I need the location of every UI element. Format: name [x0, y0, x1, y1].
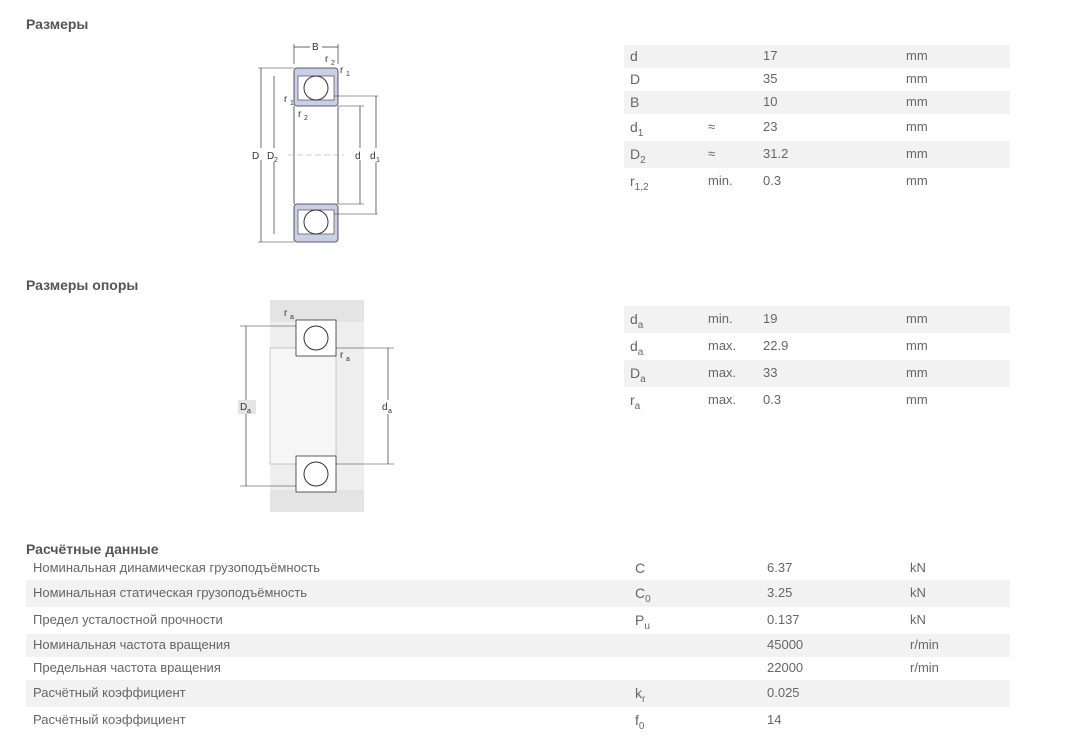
svg-text:a: a — [388, 408, 392, 415]
label-r2-bottom: r — [298, 109, 302, 120]
svg-text:1: 1 — [290, 100, 294, 107]
calculation-title: Расчётные данные — [26, 541, 159, 557]
svg-text:1: 1 — [346, 71, 350, 78]
abutment-table — [624, 306, 1010, 414]
svg-text:a: a — [290, 314, 294, 321]
label-r1-top: r — [340, 65, 344, 76]
table-row: B 10 mm — [624, 91, 1010, 114]
table-row: Номинальная статическая грузоподъёмность $C_0$ 3.25 kN — [26, 580, 1010, 607]
label-d: d — [355, 151, 361, 162]
label-d1: d — [370, 151, 376, 162]
label-D: D — [252, 151, 260, 162]
label-da: d — [382, 402, 388, 413]
bearing-dimensions-drawing — [248, 38, 388, 248]
table-row: $D_2$ ≈ 31.2 mm — [624, 141, 1010, 168]
table-row: d 17 mm — [624, 45, 1010, 68]
table-row: $r_a$ max. 0.3 mm — [630, 392, 928, 412]
table-row: D 35 mm — [630, 71, 928, 87]
dimensions-table — [624, 45, 1010, 195]
label-B: B — [312, 42, 319, 53]
table-row: $d_1$ ≈ 23 mm — [630, 119, 928, 139]
table-row: $d_a$ max. 22.9 mm — [630, 338, 928, 358]
table-row: Расчётный коэффициент $f_0$ 14 — [33, 712, 782, 732]
svg-text:2: 2 — [304, 115, 308, 122]
svg-text:a: a — [247, 408, 251, 415]
label-r1-left: r — [284, 94, 288, 105]
table-row: Номинальная частота вращения 45000 r/min — [26, 634, 1010, 657]
svg-text:a: a — [346, 356, 350, 363]
table-row: $D_a$ max. 33 mm — [624, 360, 1010, 387]
table-row: Номинальная динамическая грузоподъёмность C 6.37 kN — [33, 560, 926, 576]
label-ra-right: r — [340, 350, 344, 361]
calculation-table — [26, 557, 1010, 734]
dimensions-title: Размеры — [26, 16, 89, 32]
abutment-title: Размеры опоры — [26, 277, 139, 293]
svg-text:2: 2 — [331, 60, 335, 67]
label-D2: D — [267, 151, 275, 162]
table-row: Предельная частота вращения 22000 r/min — [33, 660, 939, 675]
table-row: $r_{1,2}$ min. 0.3 mm — [630, 173, 928, 193]
label-r2-top: r — [325, 54, 329, 65]
label-Da: D — [240, 402, 248, 413]
table-row: Расчётный коэффициент $k_r$ 0.025 — [26, 680, 1010, 707]
svg-text:1: 1 — [376, 157, 380, 164]
table-row: Предел усталостной прочности $P_u$ 0.137 kN — [33, 612, 926, 632]
svg-text:2: 2 — [274, 157, 278, 164]
abutment-dimensions-drawing — [236, 300, 396, 512]
table-row: $d_a$ min. 19 mm — [624, 306, 1010, 333]
label-ra-top: r — [284, 308, 288, 319]
